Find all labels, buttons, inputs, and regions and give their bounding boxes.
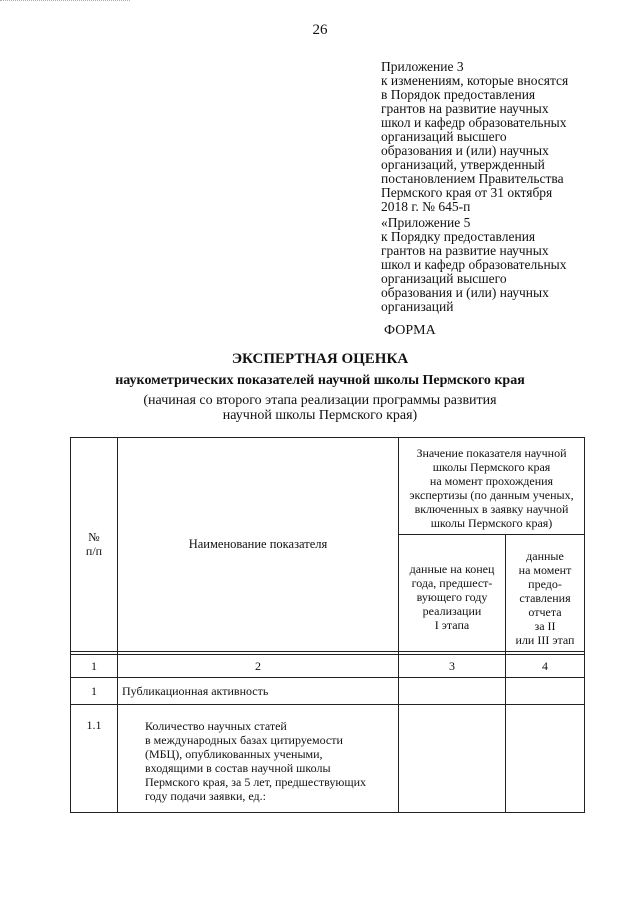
table-header-bottom-double bbox=[70, 654, 585, 655]
table-row-1-bottom bbox=[70, 704, 585, 705]
table-row-num: 1.1 bbox=[86, 718, 102, 732]
index-cell: 4 bbox=[542, 659, 548, 673]
appendix-line: Пермского края от 31 октября bbox=[381, 185, 553, 200]
table-header-bottom bbox=[70, 651, 585, 652]
appendix-line: Приложение 3 bbox=[381, 59, 464, 74]
note-line: научной школы Пермского края) bbox=[222, 408, 418, 423]
header-col-4: данные на момент предо- ставления отчета за II или III этап bbox=[515, 549, 575, 647]
appendix-sub-line: грантов на развитие научных bbox=[381, 243, 549, 258]
appendix-sub-line: школ и кафедр образовательных bbox=[381, 257, 567, 272]
appendix-line: грантов на развитие научных bbox=[381, 101, 549, 116]
appendix-line: в Порядок предоставления bbox=[381, 87, 536, 102]
appendix-sub-line: организаций высшего bbox=[381, 271, 507, 286]
appendix-line: организаций, утвержденный bbox=[381, 157, 545, 172]
table-index-row-bottom bbox=[70, 677, 585, 678]
header-value-group: Значение показателя научной школы Пермского края на момент прохождения экспертизы (по данным ученых, включенных в заявку научной школы Пермского края) bbox=[409, 446, 574, 530]
appendix-line: постановлением Правительства bbox=[381, 171, 564, 186]
appendix-sub bbox=[381, 216, 621, 314]
appendix-line: к изменениям, которые вносятся bbox=[381, 73, 569, 88]
document-note bbox=[0, 393, 640, 423]
header-col-3: данные на конец года, предшест- вующего году реализации I этапа bbox=[409, 562, 495, 632]
header-col-name: Наименование показателя bbox=[188, 537, 328, 551]
table-col-divider-1 bbox=[117, 437, 118, 813]
appendix-line: образования и (или) научных bbox=[381, 143, 549, 158]
table-row-name: Публикационная активность bbox=[122, 684, 269, 698]
appendix-sub-line: «Приложение 5 bbox=[381, 215, 471, 230]
index-cell: 3 bbox=[449, 659, 455, 673]
page-number: 26 bbox=[312, 22, 328, 38]
appendix-line: 2018 г. № 645-п bbox=[381, 199, 471, 214]
table-border-top bbox=[70, 437, 585, 438]
document-title: ЭКСПЕРТНАЯ ОЦЕНКА bbox=[231, 351, 409, 367]
appendix-header bbox=[381, 60, 621, 214]
appendix-line: организаций высшего bbox=[381, 129, 507, 144]
appendix-sub-line: организаций bbox=[381, 299, 454, 314]
table-row-num: 1 bbox=[91, 684, 97, 698]
header-col-num: № п/п bbox=[85, 530, 103, 558]
table-row-name: Количество научных статей в международных базах цитируемости (МБЦ), опубликованных учеными, входящими в состав научной школы Пермского края, за 5 лет, предшествующих году подачи заявки, ед.: bbox=[145, 719, 366, 803]
note-line: (начиная со второго этапа реализации программы развития bbox=[143, 393, 497, 408]
appendix-sub-line: к Порядку предоставления bbox=[381, 229, 536, 244]
table-border-left bbox=[70, 437, 71, 813]
table-border-right bbox=[584, 437, 585, 813]
document-subtitle: наукометрических показателей научной школы Пермского края bbox=[115, 373, 525, 388]
form-label: ФОРМА bbox=[384, 323, 436, 338]
table-subheader-line bbox=[398, 534, 585, 535]
table-row-1-1-bottom bbox=[70, 812, 585, 813]
appendix-line: школ и кафедр образовательных bbox=[381, 115, 567, 130]
index-cell: 1 bbox=[91, 659, 97, 673]
scan-artifact bbox=[0, 0, 130, 4]
appendix-sub-line: образования и (или) научных bbox=[381, 285, 549, 300]
index-cell: 2 bbox=[255, 659, 261, 673]
